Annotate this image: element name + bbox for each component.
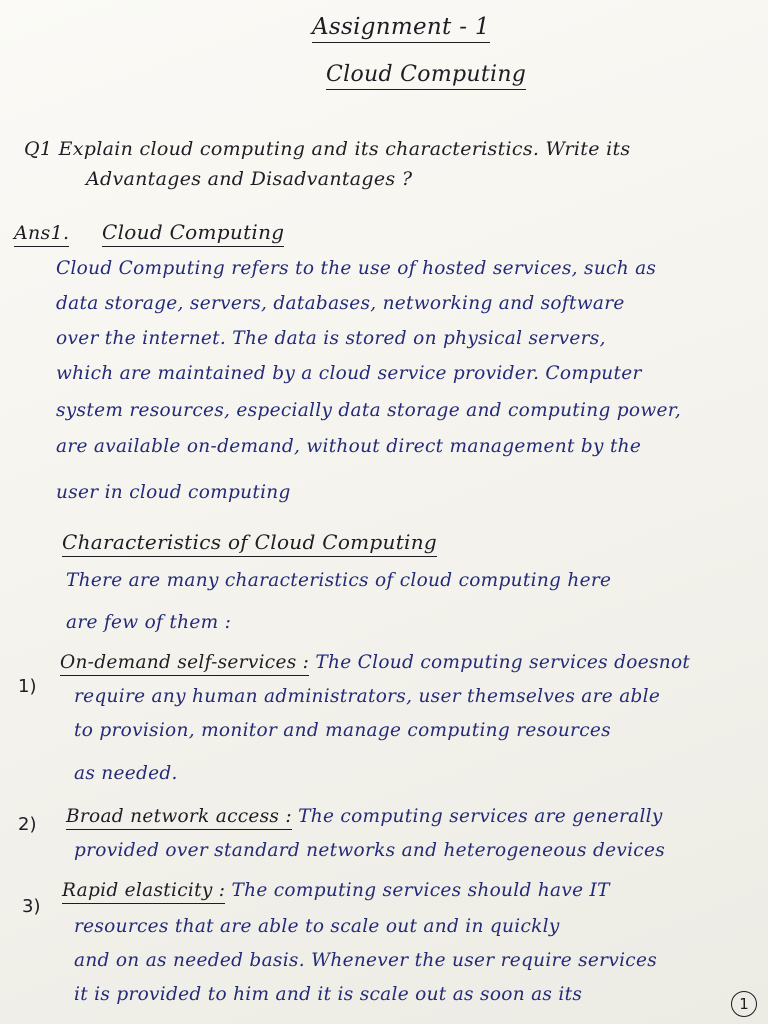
item-text-line: it is provided to him and it is scale out as soon as its — [74, 984, 583, 1005]
answer-paragraph-line: user in cloud computing — [56, 482, 291, 503]
item-text-line: and on as needed basis. Whenever the user require services — [74, 950, 657, 971]
item-text: The Cloud computing services doesnot — [315, 652, 691, 673]
item-number: 2) — [18, 814, 37, 835]
answer-label: Ans1. — [14, 222, 69, 247]
item-number: 3) — [22, 896, 41, 917]
question-line-1: Q1 Explain cloud computing and its characteristics. Write its — [24, 138, 631, 160]
characteristics-intro-line: There are many characteristics of cloud computing here — [66, 570, 612, 591]
item-first-line — [62, 880, 610, 901]
item-title: Rapid elasticity : — [62, 880, 225, 904]
characteristics-heading: Characteristics of Cloud Computing — [62, 530, 437, 557]
question-line-2: Advantages and Disadvantages ? — [86, 168, 413, 190]
item-number: 1) — [18, 676, 37, 697]
answer-paragraph-line: data storage, servers, databases, networking and software — [56, 293, 625, 314]
item-first-line — [60, 652, 690, 673]
answer-paragraph-line: which are maintained by a cloud service provider. Computer — [56, 363, 642, 384]
item-text-line: provided over standard networks and heterogeneous devices — [74, 840, 666, 861]
item-title: Broad network access : — [66, 806, 292, 830]
item-text-line: to provision, monitor and manage computing resources — [74, 720, 611, 741]
assignment-subtitle: Cloud Computing — [326, 62, 526, 90]
answer-paragraph-line: system resources, especially data storage and computing power, — [56, 400, 682, 421]
item-text: The computing services should have IT — [231, 880, 610, 901]
answer-paragraph-line: over the internet. The data is stored on physical servers, — [56, 328, 606, 349]
item-text-line: resources that are able to scale out and in quickly — [74, 916, 560, 937]
item-text-line: as needed. — [74, 763, 178, 784]
answer-paragraph-line: Cloud Computing refers to the use of hosted services, such as — [56, 258, 657, 279]
assignment-title: Assignment - 1 — [312, 14, 490, 43]
item-title: On-demand self-services : — [60, 652, 309, 676]
page-number-circle — [731, 991, 757, 1017]
item-text: The computing services are generally — [298, 806, 663, 827]
page-number: 1 — [739, 995, 749, 1013]
item-text-line: require any human administrators, user themselves are able — [74, 686, 661, 707]
answer-paragraph-line: are available on-demand, without direct management by the — [56, 436, 642, 457]
characteristics-intro-line: are few of them : — [66, 612, 232, 633]
item-first-line — [66, 806, 663, 827]
answer-heading: Cloud Computing — [102, 220, 284, 247]
